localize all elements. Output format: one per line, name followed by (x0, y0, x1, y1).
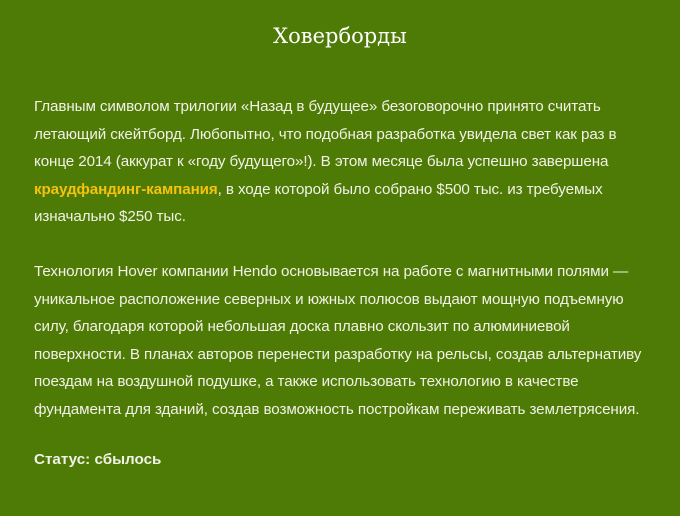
paragraph-intro-text-after: , в ходе которой было собрано $500 тыс. из требуемых изначально $250 тыс. (34, 180, 603, 226)
status-label: Статус: сбылось (34, 450, 162, 468)
crowdfunding-link[interactable]: краудфандинг-кампания (34, 180, 218, 198)
paragraph-intro (34, 93, 646, 231)
paragraph-technology: Технология Hover компании Hendo основывается на работе с магнитными полями — уникальное расположение северных и южных полюсов выдают мощную подъемную силу, благодаря которой небольшая доска плавно скользит по алюминиевой поверхности. В планах авторов перенести разработку на рельсы, создав альтернативу поездам на воздушной подушке, а также использовать технологию в качестве фундамента для зданий, создав возможность постройкам переживать землетрясения. (34, 262, 642, 418)
paragraph-intro-text-before: Главным символом трилогии «Назад в будущее» безоговорочно принято считать летающий скейтборд. Любопытно, что подобная разработка увидела свет как раз в конце 2014 (аккурат к «году будущего»!). В этом месяце была успешно завершена (34, 98, 617, 171)
article-title: Ховерборды (273, 24, 407, 48)
